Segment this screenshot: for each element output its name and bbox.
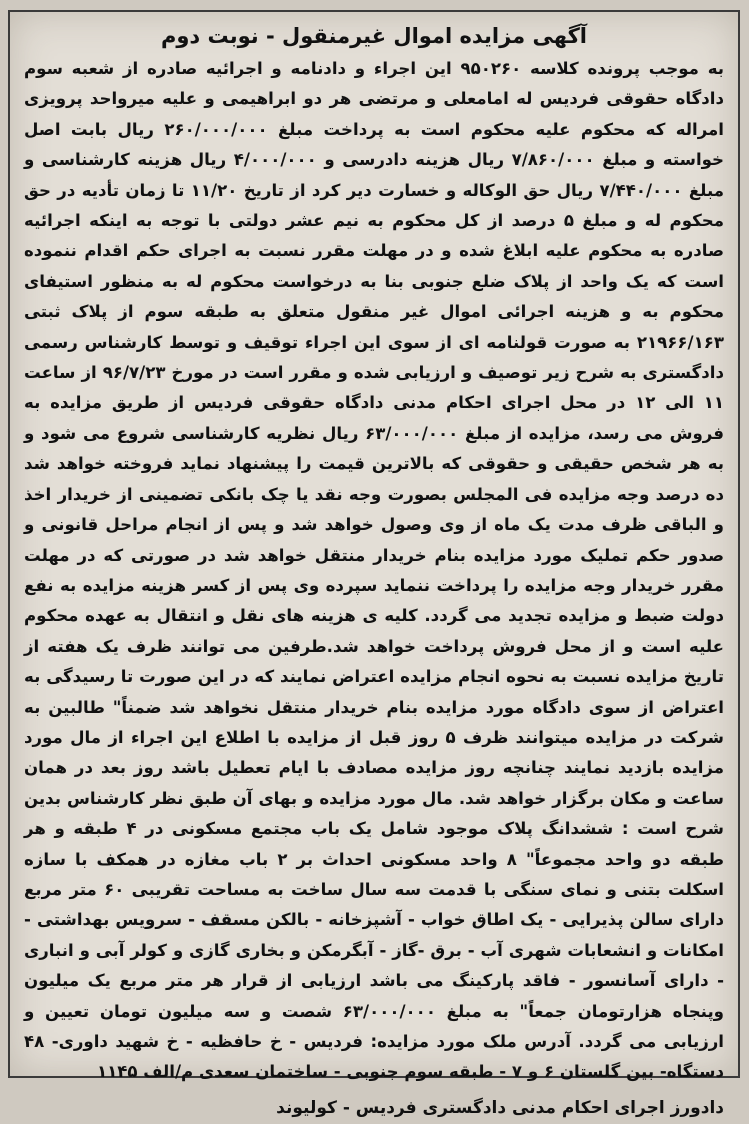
notice-title: آگهی مزایده اموال غیرمنقول - نوبت دوم	[160, 24, 587, 48]
notice-signature: دادورز اجرای احکام مدنی دادگستری فردیس - کولیوند	[276, 1097, 724, 1118]
newspaper-clipping	[8, 10, 740, 1118]
notice-content	[24, 18, 725, 1118]
notice-body: به موجب پرونده کلاسه ۹۵۰۲۶۰ این اجراء و دادنامه و اجرائیه صادره از شعبه سوم دادگاه حقوقی فردیس له امامعلی و مرتضی هر دو ابراهیمی و علیه میرواحد پرویزی امراله که محکوم علیه محکوم است به پرداخت مبلغ ۲۶۰/۰۰۰/۰۰۰ ریال بابت اصل خواسته و مبلغ ۷/۸۶۰/۰۰۰ ریال هزینه دادرسی و ۴/۰۰۰/۰۰۰ ریال هزینه کارشناسی و مبلغ ۷/۴۴۰/۰۰۰ ریال حق الوکاله و خسارت دیر کرد از تاریخ ۱۱/۲۰ تا زمان تأدیه در حق محکوم له و مبلغ ۵ درصد از کل محکوم به نیم عشر دولتی با توجه به اینکه اجرائیه صادره به محکوم علیه ابلاغ شده و در مهلت مقرر نسبت به اجرای حکم اقدام ننموده است که یک واحد از پلاک ضلع جنوبی بنا به درخواست محکوم له به منظور استیفای محکوم به و هزینه اجرائی اموال غیر منقول متعلق به طبقه سوم از پلاک ثبتی ۲۱۹۶۶/۱۶۳ به صورت قولنامه ای از سوی این اجراء توقیف و توسط کارشناس رسمی دادگستری به شرح زیر توصیف و ارزیابی شده و مقرر است در مورخ ۹۶/۷/۲۳ از ساعت ۱۱ الی ۱۲ در محل اجرای احکام مدنی دادگاه حقوقی فردیس از طریق مزایده به فروش می رسد، مزایده از مبلغ ۶۳/۰۰۰/۰۰۰ ریال نظریه کارشناسی شروع می شود و به هر شخص حقیقی و حقوقی که بالاترین قیمت را پیشنهاد نماید فروخته خواهد شد ده درصد وجه مزایده فی المجلس بصورت وجه نقد یا چک بانکی تضمینی از خریدار اخذ و الباقی ظرف مدت یک ماه از وی وصول خواهد شد و پس از انجام مراحل قانونی و صدور حکم تملیک مورد مزایده بنام خریدار منتقل خواهد شد در صورتی که در مهلت مقرر خریدار وجه مزایده را پرداخت ننماید سپرده وی پس از کسر هزینه مزایده به نفع دولت ضبط و مزایده تجدید می گردد. کلیه ی هزینه های نقل و انتقال به عهده محکوم علیه است و از محل فروش پرداخت خواهد شد.طرفین می توانند ظرف یک هفته از تاریخ مزایده نسبت به نحوه انجام مزایده اعتراض نمایند که در این صورت تا رسیدگی به اعتراض از سوی دادگاه مورد مزایده بنام خریدار منتقل نخواهد شد ضمناً" طالبین به شرکت در مزایده میتوانند ظرف ۵ روز قبل از مزایده با اطلاع این اجراء از مال مورد مزایده بازدید نمایند چنانچه روز مزایده مصادف با ایام تعطیل باشد روز بعد در همان ساعت و مکان برگزار خواهد شد. مال مورد مزایده و بهای آن طبق نظر کارشناس بدین شرح است : ششدانگ پلاک موجود شامل یک باب مجتمع مسکونی در ۴ طبقه و هر طبقه دو واحد مجموعاً" ۸ واحد مسکونی احداث بر ۲ باب مغازه در همکف با سازه اسکلت بتنی و نمای سنگی با قدمت سه سال ساخت به مساحت تقریبی ۶۰ متر مربع دارای سالن پذیرایی - یک اطاق خواب - آشپزخانه - بالکن مسقف - سرویس بهداشتی - امکانات و انشعابات شهری آب - برق -گاز - آبگرمکن و بخاری گازی و کولر آبی و انباری - دارای آسانسور - فاقد پارکینگ می باشد ارزیابی از قرار هر متر مربع یک میلیون وپنجاه هزارتومان جمعاً" به مبلغ ۶۳/۰۰۰/۰۰۰ شصت و سه میلیون تومان تعیین و ارزیابی می گردد. آدرس ملک مورد مزایده: فردیس - خ حافظیه - خ شهید داوری- ۴۸ دستگاه- بین گلستان ۶ و ۷ - طبقه سوم جنوبی - ساختمان سعدی م/الف ۱۱۴۵	[24, 59, 725, 1082]
